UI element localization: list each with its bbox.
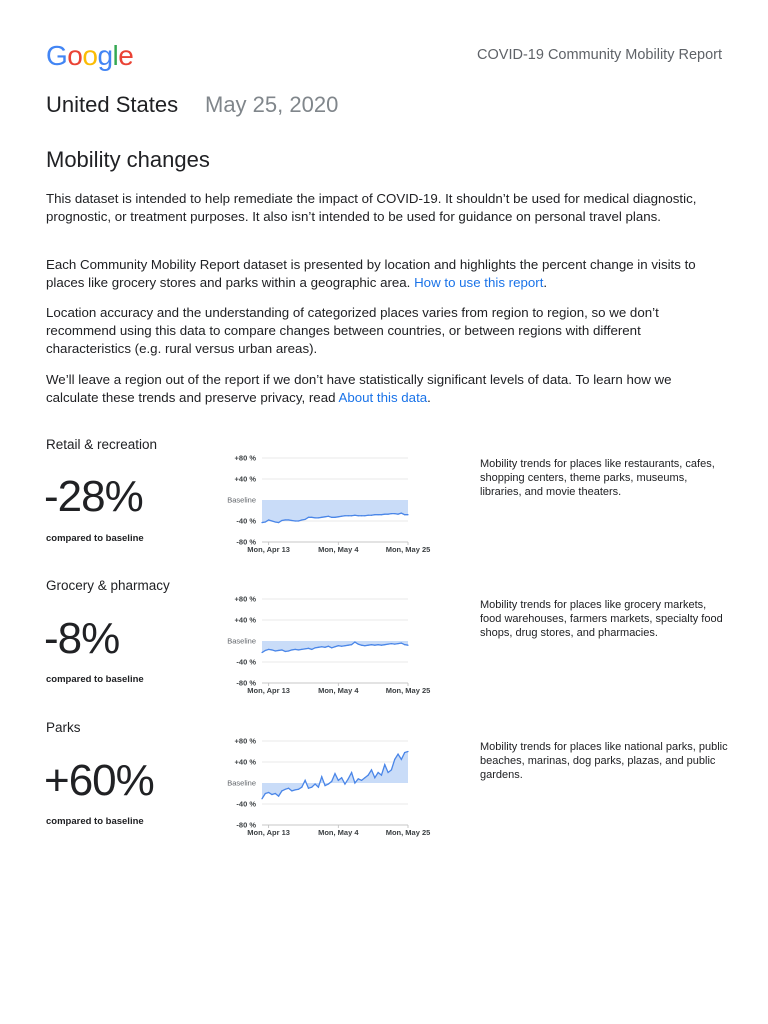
data-point: [278, 650, 279, 651]
y-tick-label: +40 %: [234, 474, 256, 484]
data-point: [281, 520, 282, 521]
category-label-retail: Retail & recreation: [46, 437, 158, 452]
data-point: [331, 781, 332, 782]
data-point: [291, 520, 292, 521]
data-point: [341, 516, 342, 517]
data-point: [387, 644, 388, 645]
grocery-mobility-chart: [212, 591, 448, 703]
x-tick-label: Mon, May 4: [318, 545, 359, 554]
grocery-description: Mobility trends for places like grocery markets, food warehouses, farmers markets, specialty food shops, drug stores, and pharmacies.: [480, 599, 723, 639]
data-point: [261, 522, 262, 523]
data-point: [308, 788, 309, 789]
data-point: [305, 780, 306, 781]
data-point: [351, 772, 352, 773]
data-point: [331, 647, 332, 648]
y-tick-label: +40 %: [234, 615, 256, 625]
data-point: [321, 776, 322, 777]
data-point: [305, 648, 306, 649]
data-point: [407, 751, 408, 752]
y-tick-label: +80 %: [234, 453, 256, 463]
data-point: [344, 645, 345, 646]
data-point: [271, 520, 272, 521]
data-point: [348, 645, 349, 646]
data-point: [328, 646, 329, 647]
data-point: [364, 515, 365, 516]
logo-letter: l: [112, 40, 119, 71]
y-tick-label: -40 %: [236, 516, 256, 526]
data-point: [261, 652, 262, 653]
data-point: [401, 759, 402, 760]
data-point: [311, 649, 312, 650]
data-point: [278, 522, 279, 523]
data-point: [348, 778, 349, 779]
parks-mobility-chart: [212, 733, 448, 845]
data-point: [275, 793, 276, 794]
data-point: [354, 641, 355, 642]
section-heading: Mobility changes: [46, 147, 210, 172]
data-point: [334, 517, 335, 518]
how-to-use-link[interactable]: How to use this report: [414, 275, 544, 290]
data-point: [397, 514, 398, 515]
data-point: [384, 644, 385, 645]
data-point: [341, 777, 342, 778]
data-point: [295, 789, 296, 790]
country-name: United States: [46, 92, 179, 117]
report-date: May 25, 2020: [205, 92, 339, 117]
data-point: [348, 515, 349, 516]
data-point: [394, 759, 395, 760]
data-point: [404, 644, 405, 645]
data-point: [351, 644, 352, 645]
data-point: [384, 514, 385, 515]
y-tick-label: -80 %: [236, 537, 256, 547]
data-point: [328, 516, 329, 517]
paragraph-text: Each Community Mobility Report dataset is presented by location and highlights the percent change in visits to places like grocery stores and parks within a geographic area.: [46, 257, 696, 290]
data-point: [378, 772, 379, 773]
google-logo: [46, 40, 133, 72]
data-point: [265, 521, 266, 522]
data-point: [288, 519, 289, 520]
data-point: [378, 644, 379, 645]
y-tick-label: -80 %: [236, 678, 256, 688]
intro-paragraph-1: [46, 190, 726, 226]
x-tick-label: Mon, Apr 13: [247, 545, 290, 554]
data-point: [321, 646, 322, 647]
data-point: [328, 783, 329, 784]
data-point: [305, 519, 306, 520]
y-tick-label: -40 %: [236, 657, 256, 667]
data-point: [364, 777, 365, 778]
data-point: [397, 643, 398, 644]
data-point: [401, 643, 402, 644]
data-point: [311, 787, 312, 788]
grocery-change-value: -8%: [44, 614, 120, 663]
data-point: [364, 645, 365, 646]
y-tick-label: +40 %: [234, 757, 256, 767]
data-point: [341, 646, 342, 647]
data-point: [371, 769, 372, 770]
data-point: [265, 793, 266, 794]
data-point: [324, 647, 325, 648]
data-point: [295, 649, 296, 650]
data-point: [288, 650, 289, 651]
data-point: [387, 514, 388, 515]
data-point: [391, 769, 392, 770]
data-point: [338, 516, 339, 517]
data-point: [391, 513, 392, 514]
x-tick-label: Mon, May 25: [385, 545, 431, 554]
data-point: [344, 515, 345, 516]
data-point: [278, 796, 279, 797]
data-point: [314, 517, 315, 518]
data-point: [324, 516, 325, 517]
data-point: [285, 519, 286, 520]
data-point: [338, 645, 339, 646]
retail-mobility-chart: [212, 450, 448, 562]
paragraph-tail: .: [543, 275, 548, 290]
data-point: [391, 643, 392, 644]
data-point: [368, 645, 369, 646]
data-point: [265, 650, 266, 651]
data-point: [285, 789, 286, 790]
data-point: [301, 649, 302, 650]
data-point: [371, 644, 372, 645]
data-point: [314, 783, 315, 784]
data-point: [275, 521, 276, 522]
data-point: [308, 517, 309, 518]
retail-description: Mobility trends for places like restaurants, cafes, shopping centers, theme parks, museums, libraries, and movie theaters.: [480, 458, 715, 498]
data-point: [394, 644, 395, 645]
data-point: [288, 788, 289, 789]
compared-to-baseline-label: compared to baseline: [46, 816, 144, 827]
data-point: [291, 790, 292, 791]
intro-paragraph-2: [46, 256, 726, 292]
data-point: [361, 515, 362, 516]
x-tick-label: Mon, Apr 13: [247, 828, 290, 837]
data-point: [407, 645, 408, 646]
data-point: [381, 514, 382, 515]
data-point: [321, 517, 322, 518]
x-tick-label: Mon, May 25: [385, 828, 431, 837]
data-point: [361, 645, 362, 646]
data-point: [318, 647, 319, 648]
parks-description: Mobility trends for places like national parks, public beaches, marinas, dog parks, plazas, and public gardens.: [480, 741, 728, 781]
y-tick-label: +80 %: [234, 594, 256, 604]
x-tick-label: Mon, May 4: [318, 686, 359, 695]
logo-letter: g: [97, 40, 113, 71]
data-point: [268, 792, 269, 793]
data-point: [268, 519, 269, 520]
data-point: [295, 520, 296, 521]
data-point: [344, 783, 345, 784]
data-point: [358, 644, 359, 645]
y-tick-label: +80 %: [234, 736, 256, 746]
x-tick-label: Mon, Apr 13: [247, 686, 290, 695]
area-fill: [262, 500, 408, 523]
data-point: [397, 754, 398, 755]
x-tick-label: Mon, May 4: [318, 828, 359, 837]
data-point: [281, 790, 282, 791]
data-point: [368, 515, 369, 516]
data-point: [324, 785, 325, 786]
data-point: [318, 517, 319, 518]
data-point: [381, 775, 382, 776]
y-tick-label: Baseline: [227, 636, 256, 646]
data-point: [298, 520, 299, 521]
paragraph-text: Location accuracy and the understanding of categorized places varies from region to region, so we don’t recommend using this data to compare changes between countries, or between regions with different characteristics (e.g. rural versus urban areas).: [46, 305, 659, 356]
data-point: [271, 649, 272, 650]
data-point: [351, 515, 352, 516]
parks-change-value: +60%: [44, 756, 154, 805]
compared-to-baseline-label: compared to baseline: [46, 533, 144, 544]
category-label-parks: Parks: [46, 720, 81, 735]
data-point: [378, 514, 379, 515]
data-point: [394, 513, 395, 514]
y-tick-label: -40 %: [236, 799, 256, 809]
data-point: [371, 515, 372, 516]
data-point: [358, 778, 359, 779]
data-point: [291, 649, 292, 650]
data-point: [404, 514, 405, 515]
data-point: [308, 648, 309, 649]
data-point: [275, 650, 276, 651]
data-point: [301, 787, 302, 788]
paragraph-text: We’ll leave a region out of the report if we don’t have statistically significant levels of data. To learn how we calculate these trends and preserve privacy, read: [46, 372, 672, 405]
x-tick-label: Mon, May 25: [385, 686, 431, 695]
data-point: [374, 645, 375, 646]
data-point: [401, 513, 402, 514]
data-point: [281, 649, 282, 650]
report-title: COVID-19 Community Mobility Report: [477, 47, 722, 63]
intro-paragraph-3: [46, 304, 726, 358]
data-point: [374, 514, 375, 515]
logo-letter: G: [46, 40, 68, 71]
data-point: [318, 787, 319, 788]
data-point: [354, 515, 355, 516]
data-point: [334, 773, 335, 774]
data-point: [358, 515, 359, 516]
data-point: [338, 780, 339, 781]
data-point: [361, 780, 362, 781]
data-point: [311, 517, 312, 518]
paragraph-text: This dataset is intended to help remediate the impact of COVID-19. It shouldn’t be used for medical diagnostic, prognostic, or treatment purposes. It also isn’t intended to be used for guidance on personal travel plans.: [46, 191, 697, 224]
paragraph-tail: .: [427, 390, 431, 405]
data-point: [368, 775, 369, 776]
data-point: [285, 651, 286, 652]
data-point: [314, 647, 315, 648]
data-point: [271, 794, 272, 795]
y-tick-label: -80 %: [236, 820, 256, 830]
retail-change-value: -28%: [44, 472, 143, 521]
y-tick-label: Baseline: [227, 778, 256, 788]
data-point: [298, 649, 299, 650]
data-point: [301, 519, 302, 520]
data-point: [387, 772, 388, 773]
y-tick-label: Baseline: [227, 495, 256, 505]
data-point: [374, 777, 375, 778]
about-this-data-link[interactable]: About this data: [338, 390, 428, 405]
data-point: [384, 764, 385, 765]
logo-letter: e: [118, 40, 134, 71]
data-point: [354, 782, 355, 783]
data-point: [407, 514, 408, 515]
category-label-grocery: Grocery & pharmacy: [46, 578, 170, 593]
intro-paragraph-4: [46, 371, 726, 407]
data-point: [334, 646, 335, 647]
data-point: [298, 789, 299, 790]
data-point: [381, 645, 382, 646]
data-point: [331, 517, 332, 518]
data-point: [268, 649, 269, 650]
data-point: [404, 752, 405, 753]
logo-letter: o: [82, 40, 98, 71]
compared-to-baseline-label: compared to baseline: [46, 674, 144, 685]
logo-letter: o: [67, 40, 83, 71]
data-point: [261, 798, 262, 799]
